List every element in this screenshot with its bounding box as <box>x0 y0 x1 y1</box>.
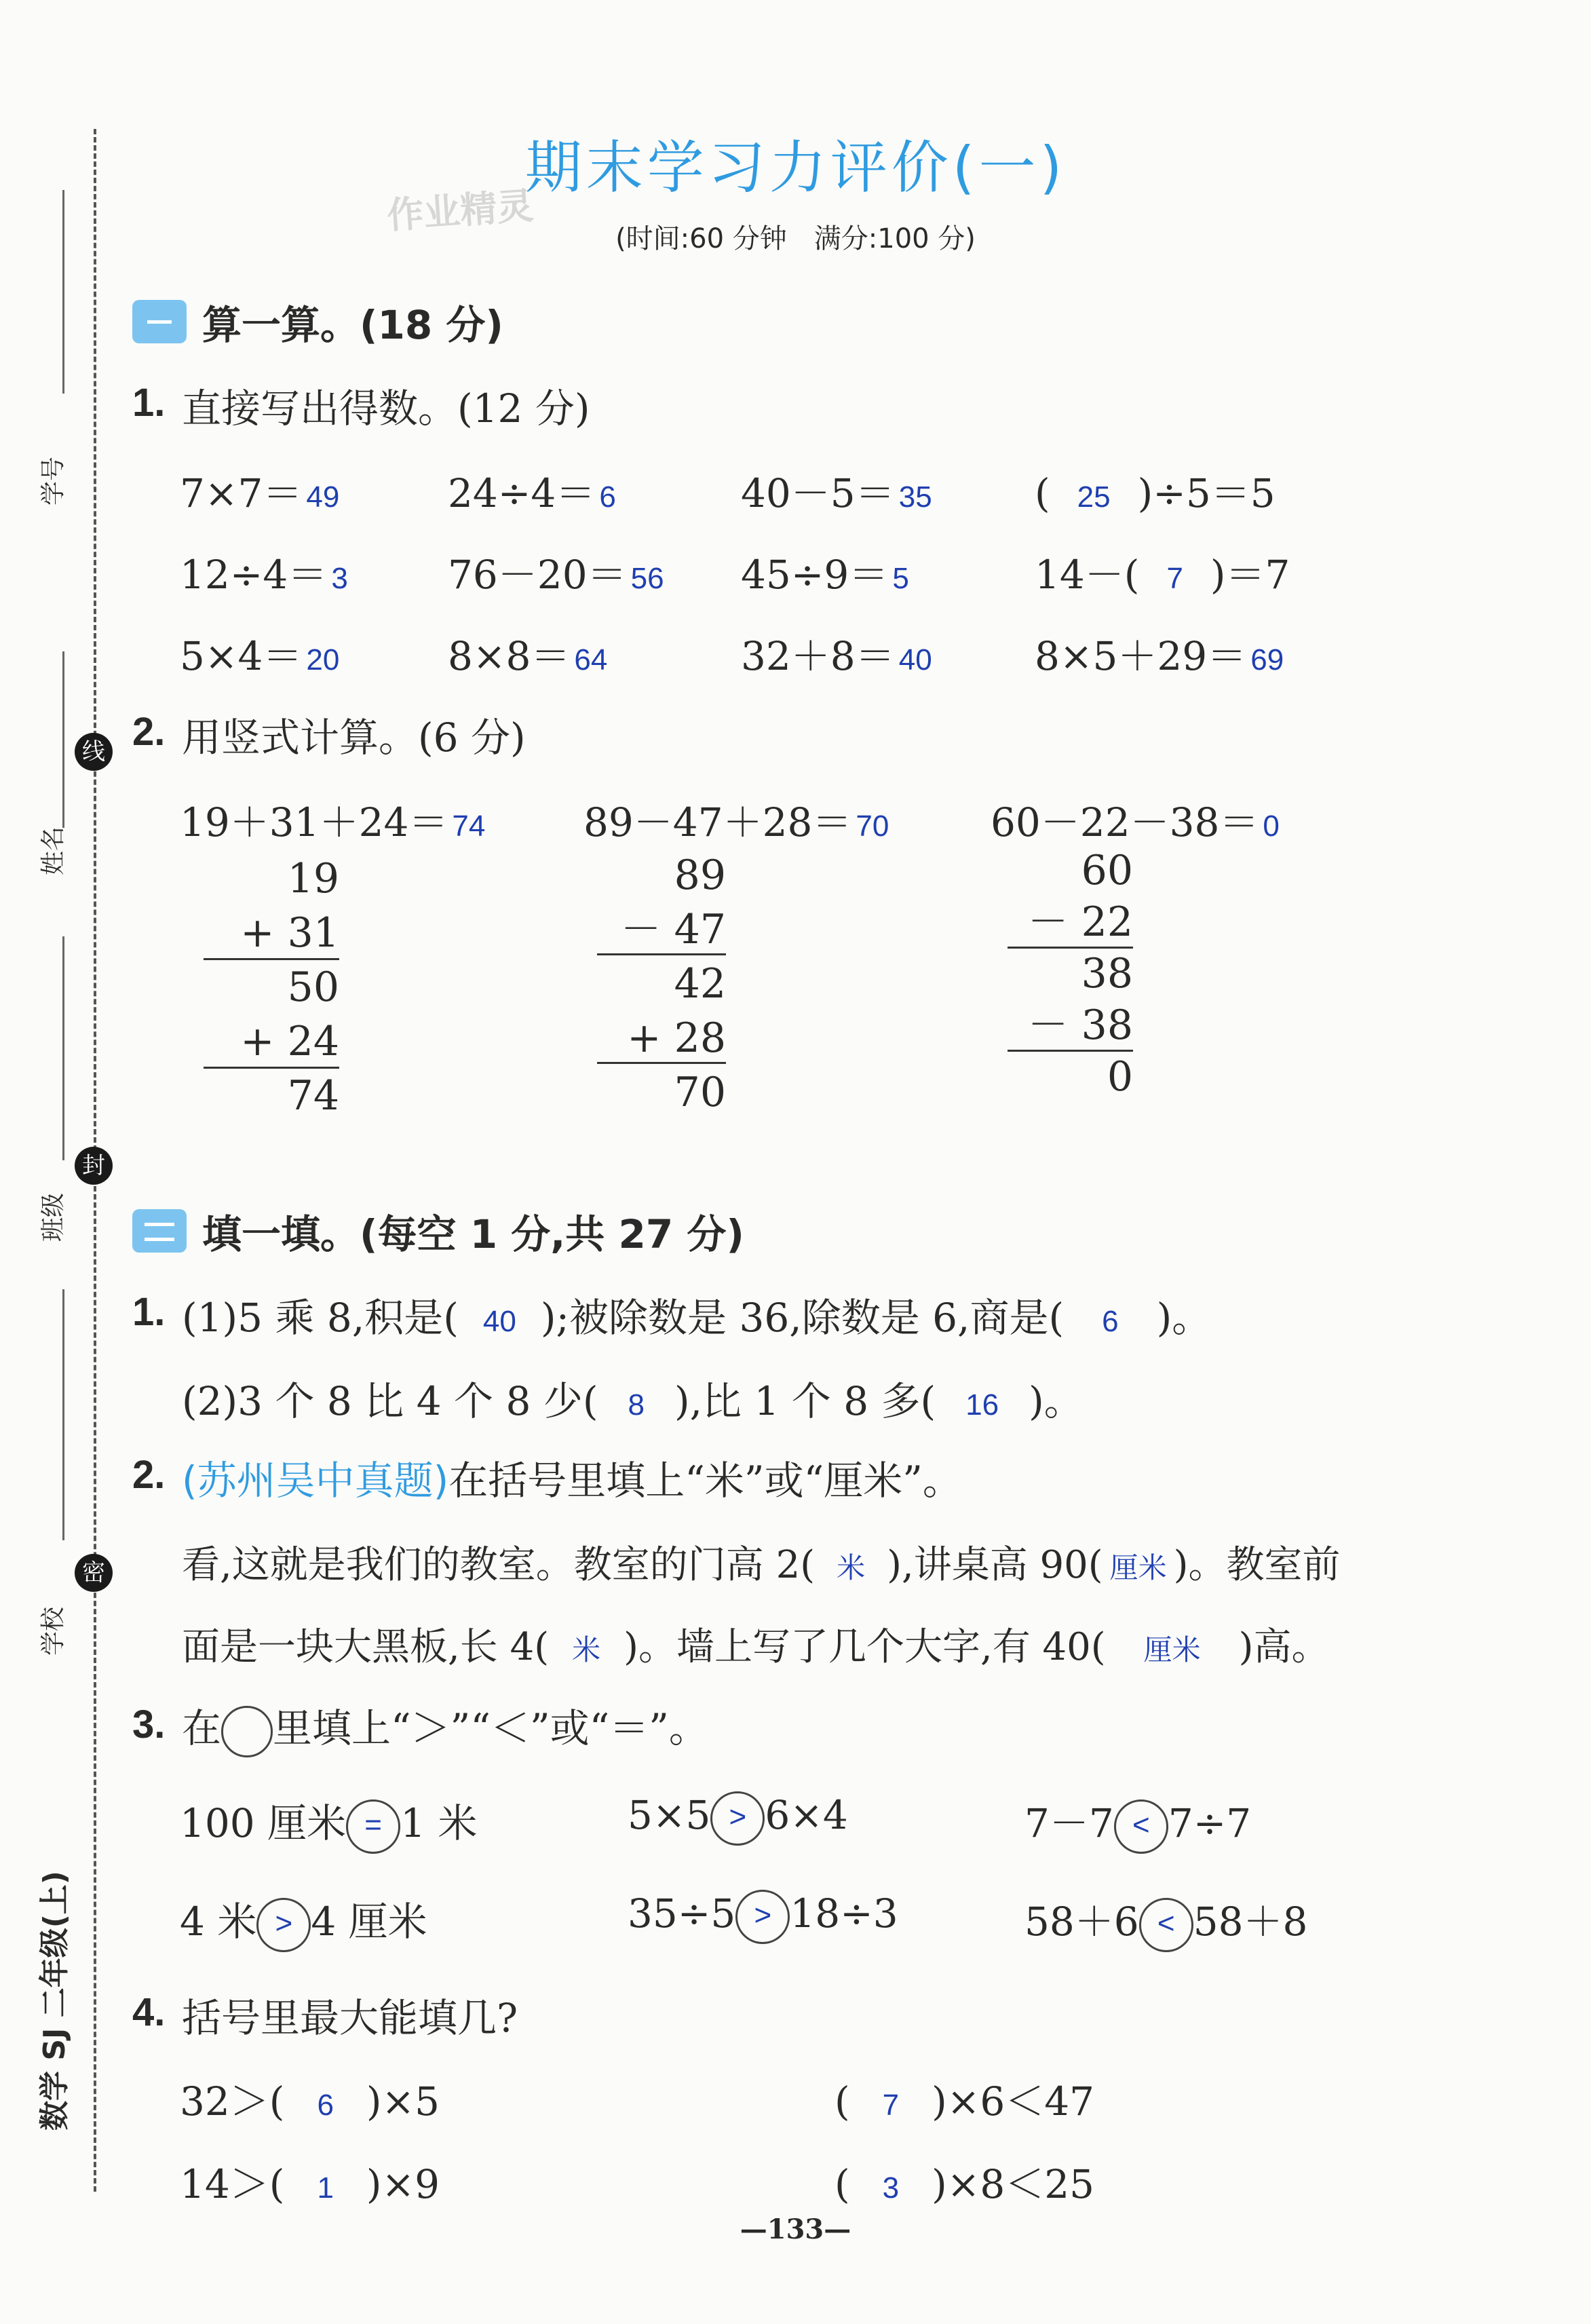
question-text: 直接写出得数。(12 分) <box>182 385 590 432</box>
question-number: 3. <box>132 1702 166 1747</box>
calc-item: ( 25 )÷5＝5 <box>1035 470 1276 516</box>
calc-item: 7×7＝ 49 <box>180 470 340 516</box>
max-fill-item: ( 7 )×6＜47 <box>835 2078 1095 2125</box>
sidebar-label-class: 班级 <box>39 1192 67 1242</box>
compare-item: 5×5 > 6×4 <box>628 1791 848 1846</box>
calc-rule <box>1008 1050 1133 1052</box>
book-label: 数学 SJ 二年级(上) <box>37 1871 72 2131</box>
section-two-badge <box>132 1209 187 1253</box>
page-number: —133— <box>740 2213 851 2245</box>
vertical-calc: 19 + 31 50 + 24 74 <box>240 855 339 1120</box>
max-fill-item: 14＞( 1 )×9 <box>180 2161 440 2207</box>
compare-item: 58＋6 < 58＋8 <box>1024 1890 1307 1952</box>
vertical-calc: 60 － 22 38 － 38 0 <box>1027 847 1133 1101</box>
question-text: 括号里最大能填几? <box>182 1995 518 2041</box>
fill-line: 看,这就是我们的教室。教室的门高 2( 米 ),讲桌高 90( 厘米 )。教室前 <box>182 1543 1341 1587</box>
question-number: 1. <box>132 1290 166 1334</box>
sidebar-label-name: 姓名 <box>39 826 67 875</box>
section-one-badge <box>132 300 187 343</box>
calc-item: 60－22－38＝ 0 <box>991 799 1280 845</box>
page-title: 期末学习力评价(一) <box>524 134 1067 201</box>
question-number: 2. <box>132 1453 166 1497</box>
calc-item: 76－20＝ 56 <box>448 552 664 598</box>
watermark: 作业精灵 <box>385 184 535 237</box>
sidebar-underline <box>62 651 64 828</box>
section-two-title: 填一填。(每空 1 分,共 27 分) <box>202 1211 744 1257</box>
page-subtitle: (时间:60 分钟 满分:100 分) <box>615 223 976 254</box>
compare-item: 100 厘米 = 1 米 <box>180 1791 478 1854</box>
calc-item: 40－5＝ 35 <box>741 470 932 516</box>
sidebar-underline <box>62 936 64 1160</box>
calc-item: 5×4＝ 20 <box>180 633 340 679</box>
sidebar-label-student-no: 学号 <box>39 456 67 506</box>
question-number: 2. <box>132 710 166 754</box>
section-one-title: 算一算。(18 分) <box>202 302 503 348</box>
calc-rule <box>597 953 726 955</box>
vertical-calc: 89 － 47 42 + 28 70 <box>620 852 726 1116</box>
calc-rule <box>1008 947 1133 949</box>
fill-line: 面是一块大黑板,长 4( 米 )。墙上写了几个大字,有 40( 厘米 )高。 <box>182 1625 1330 1669</box>
seal-mark-seal: 封 <box>75 1147 113 1185</box>
calc-item: 14－( 7 )＝7 <box>1035 552 1290 598</box>
compare-item: 4 米 > 4 厘米 <box>180 1890 427 1952</box>
calc-item: 24÷4＝ 6 <box>448 470 616 516</box>
max-fill-item: ( 3 )×8＜25 <box>835 2161 1095 2207</box>
question-source: (苏州吴中真题) <box>182 1458 449 1504</box>
seal-mark-line: 线 <box>75 733 113 771</box>
question-text: 用竖式计算。(6 分) <box>182 715 526 761</box>
blank-circle-icon <box>221 1706 273 1757</box>
question-text: (苏州吴中真题)在括号里填上“米”或“厘米”。 <box>182 1458 962 1504</box>
sidebar-underline <box>62 1289 64 1540</box>
calc-item: 12÷4＝ 3 <box>180 552 348 598</box>
question-number: 1. <box>132 381 166 425</box>
calc-item: 19＋31＋24＝ 74 <box>180 799 486 845</box>
calc-item: 8×8＝ 64 <box>448 633 608 679</box>
question-text: 在 里填上“＞”“＜”或“＝”。 <box>182 1696 708 1757</box>
max-fill-item: 32＞( 6 )×5 <box>180 2078 440 2125</box>
compare-item: 35÷5 > 18÷3 <box>628 1890 898 1944</box>
fill-line: (2)3 个 8 比 4 个 8 少( 8 ),比 1 个 8 多( 16 )。 <box>182 1378 1084 1424</box>
calc-rule <box>597 1062 726 1064</box>
calc-rule <box>204 958 339 960</box>
compare-item: 7－7 < 7÷7 <box>1024 1791 1251 1854</box>
question-number: 4. <box>132 1990 166 2034</box>
calc-rule <box>204 1067 339 1069</box>
sidebar-label-school: 学校 <box>39 1606 67 1656</box>
calc-item: 89－47＋28＝ 70 <box>583 799 889 845</box>
seal-mark-secret: 密 <box>75 1554 113 1592</box>
fill-line: (1)5 乘 8,积是( 40 );被除数是 36,除数是 6,商是( 6 )。 <box>182 1295 1212 1341</box>
calc-item: 45÷9＝ 5 <box>741 552 909 598</box>
calc-item: 32＋8＝ 40 <box>741 633 932 679</box>
calc-item: 8×5＋29＝ 69 <box>1035 633 1284 679</box>
